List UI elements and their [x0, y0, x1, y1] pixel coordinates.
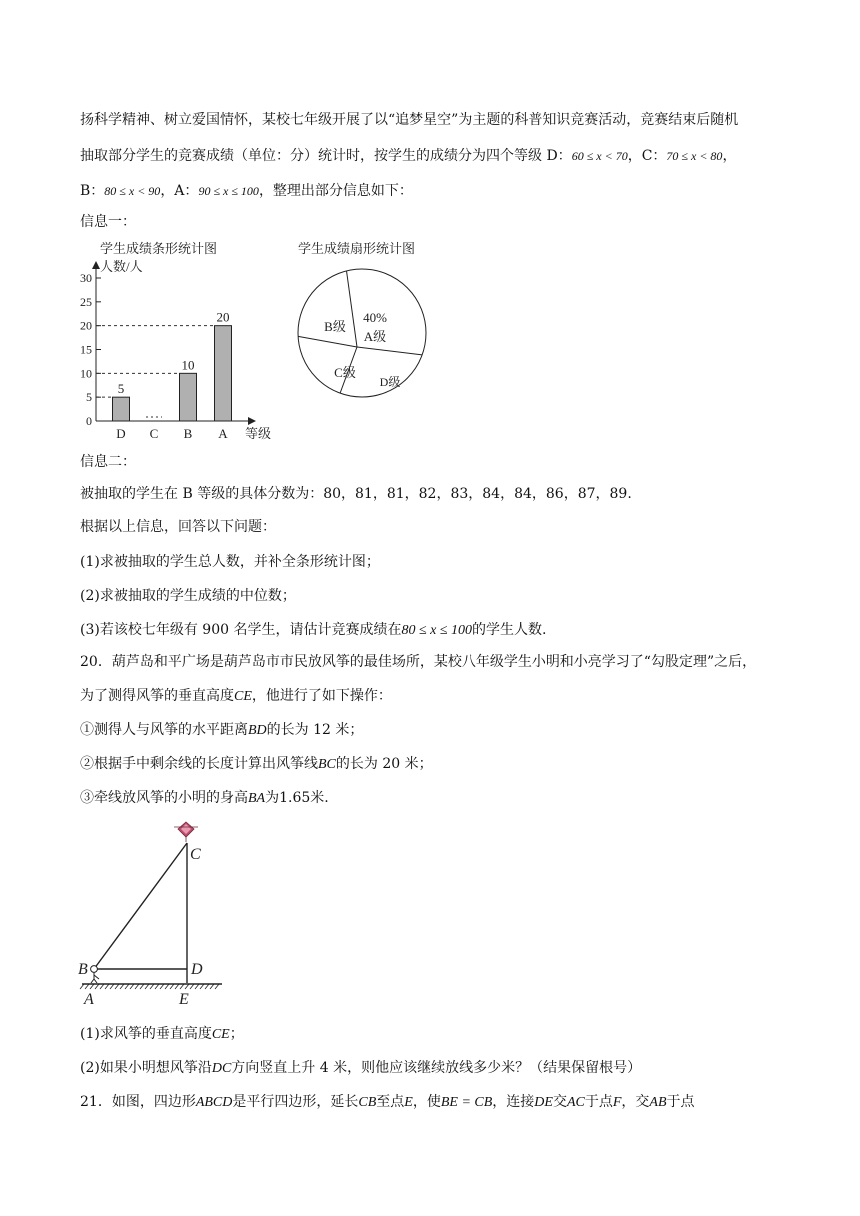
label-d: D: [191, 961, 203, 978]
ground-hatch: [80, 984, 219, 989]
p20-step-3: ③牵线放风筝的小明的身高BA为1.65米.: [80, 790, 329, 806]
ground-hatch-mark: [205, 984, 209, 989]
ground-hatch-mark: [100, 984, 104, 989]
intro-line-2: 抽取部分学生的竞赛成绩（单位：分）统计时，按学生的成绩分为四个等级 D：60 ≤ x < 70，C：70 ≤ x < 80，: [80, 148, 737, 164]
bar-value-label-b: 10: [181, 357, 195, 373]
person-head: [91, 966, 98, 973]
category-label-c: C: [149, 426, 159, 441]
range-c: 70 ≤ x < 80: [666, 149, 723, 163]
ground-hatch-mark: [195, 984, 199, 989]
intro-line-1: 扬科学精神、树立爱国情怀，某校七年级开展了以“追梦星空”为主题的科普知识竞赛活动，竞赛结束后随机: [80, 112, 739, 128]
ground-hatch-mark: [165, 984, 169, 989]
ground-hatch-mark: [120, 984, 124, 989]
label-e: E: [179, 991, 189, 1008]
pie-label-d: D级: [379, 375, 401, 389]
ground-hatch-mark: [150, 984, 154, 989]
bar-value-label-a: 20: [216, 309, 230, 325]
ground-hatch-mark: [170, 984, 174, 989]
pie-chart: [295, 255, 435, 415]
ground-hatch-mark: [215, 984, 219, 989]
p20-line-1: 20．葫芦岛和平广场是葫芦岛市市民放风筝的最佳场所，某校八年级学生小明和小亮学习了“勾股定理”之后，: [80, 654, 757, 670]
ground-hatch-mark: [90, 984, 94, 989]
category-label-a: A: [218, 426, 228, 441]
kite-icon: [174, 822, 198, 842]
ground-hatch-mark: [105, 984, 109, 989]
ground-hatch-mark: [155, 984, 159, 989]
bar-chart-title: 学生成绩条形统计图: [100, 242, 218, 257]
bar-value-label-d: 5: [117, 381, 125, 397]
info2-text: 被抽取的学生在 B 等级的具体分数为：80，81，81，82，83，84，84，86，87，89.: [80, 486, 632, 502]
p20-step-2: ②根据手中剩余线的长度计算出风筝线BC的长为 20 米；: [80, 756, 433, 772]
p20-q2: (2)如果小明想风筝沿DC方向竖直上升 4 米，则他应该继续放线多少米？（结果保留根号）: [80, 1060, 642, 1076]
info2-label: 信息二：: [80, 454, 136, 470]
x-axis-label: 等级: [245, 426, 272, 441]
p20-q1: (1)求风筝的垂直高度CE；: [80, 1026, 244, 1042]
range-a: 90 ≤ x ≤ 100: [198, 184, 259, 198]
y-tick-label: 5: [86, 390, 92, 405]
ground-hatch-mark: [185, 984, 189, 989]
ground-hatch-mark: [125, 984, 129, 989]
q19-part2: (2)求被抽取的学生成绩的中位数；: [80, 588, 296, 604]
label-c: C: [190, 846, 201, 863]
y-axis-label: 人数/人: [100, 259, 143, 274]
pie-label-a-pct: 40%: [363, 310, 387, 325]
ground-hatch-mark: [95, 984, 99, 989]
line-bc: [94, 843, 187, 969]
pie-label-a: A级: [363, 329, 387, 344]
ground-hatch-mark: [110, 984, 114, 989]
ground-hatch-mark: [190, 984, 194, 989]
ground-hatch-mark: [130, 984, 134, 989]
ground-hatch-mark: [160, 984, 164, 989]
ground-hatch-mark: [85, 984, 89, 989]
ground-hatch-mark: [200, 984, 204, 989]
info1-label: 信息一：: [80, 214, 136, 230]
y-tick-label: 25: [80, 294, 92, 309]
category-label-d: D: [116, 426, 126, 441]
intro-line-3: B：80 ≤ x < 90，A：90 ≤ x ≤ 100，整理出部分信息如下：: [80, 183, 413, 199]
ground-hatch-mark: [140, 984, 144, 989]
prompt-text: 根据以上信息，回答以下问题：: [80, 519, 276, 535]
ground-hatch-mark: [115, 984, 119, 989]
bar-chart: [70, 250, 290, 445]
pie-label-c: C级: [334, 365, 356, 380]
q19-part3: (3)若该校七年级有 900 名学生，请估计竞赛成绩在80 ≤ x ≤ 100的学生人数.: [80, 622, 547, 638]
category-label-b: B: [183, 426, 193, 441]
y-tick-label: 0: [86, 414, 92, 428]
p20-line-2: 为了测得风筝的垂直高度CE，他进行了如下操作：: [80, 688, 392, 704]
bar-b: [180, 373, 197, 421]
p21-line-1: 21．如图，四边形ABCD是平行四边形，延长CB至点E，使BE = CB，连接DE交AC于点F，交AB于点: [80, 1094, 695, 1110]
p20-step-1: ①测得人与风筝的水平距离BD的长为 12 米；: [80, 722, 364, 738]
label-b: B: [78, 961, 88, 978]
label-a: A: [84, 991, 94, 1008]
ground-hatch-mark: [175, 984, 179, 989]
y-tick-label: 15: [80, 342, 92, 357]
pie-label-b: B级: [324, 319, 346, 334]
bar-d: [113, 397, 130, 421]
pie-outline: [298, 269, 426, 397]
pie-chart-title: 学生成绩扇形统计图: [298, 242, 416, 257]
y-tick-label: 10: [80, 366, 92, 381]
ground-hatch-mark: [210, 984, 214, 989]
bar-a: [215, 326, 232, 421]
range-b: 80 ≤ x < 90: [104, 184, 161, 198]
ground-hatch-mark: [145, 984, 149, 989]
range-d: 60 ≤ x < 70: [571, 149, 628, 163]
y-tick-label: 30: [80, 271, 92, 285]
kite-figure: [70, 815, 230, 1010]
y-tick-label: 20: [80, 318, 92, 333]
ground-hatch-mark: [135, 984, 139, 989]
q19-part1: (1)求被抽取的学生总人数，并补全条形统计图；: [80, 554, 380, 570]
ground-hatch-mark: [80, 984, 84, 989]
ground-hatch-mark: [180, 984, 184, 989]
